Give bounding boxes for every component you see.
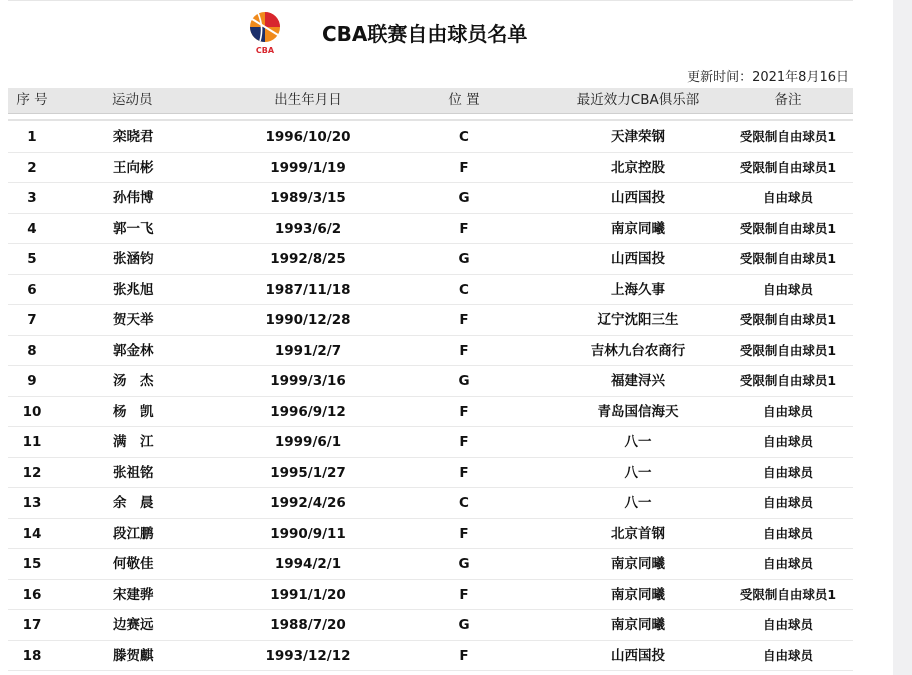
- row-index: 9: [27, 373, 37, 389]
- page-title: CBA联赛自由球员名单: [322, 22, 528, 46]
- player-name: 滕贺麒: [113, 647, 154, 664]
- table-row: [8, 519, 853, 550]
- club-name: 八一: [624, 464, 652, 481]
- row-index: 4: [27, 220, 37, 237]
- player-name: 孙伟博: [113, 190, 154, 206]
- birth-date: 1988/7/20: [270, 617, 346, 633]
- club-name: 八一: [624, 495, 652, 511]
- position: F: [459, 464, 469, 481]
- player-name: 边赛远: [113, 617, 154, 633]
- position: C: [459, 281, 469, 298]
- position: F: [459, 312, 469, 328]
- row-index: 13: [22, 495, 42, 511]
- table-row: [8, 183, 853, 214]
- player-name: 郭一飞: [113, 220, 154, 237]
- club-name: 山西国投: [611, 647, 665, 664]
- club-name: 南京同曦: [611, 586, 665, 603]
- row-index: 5: [27, 251, 37, 267]
- player-name: 杨 凯: [113, 403, 154, 420]
- row-index: 17: [22, 617, 42, 633]
- birth-date: 1994/2/1: [274, 556, 342, 572]
- birth-date: 1990/9/11: [270, 525, 346, 542]
- position: F: [459, 159, 469, 176]
- birth-date: 1992/8/25: [270, 251, 346, 267]
- table-row: [8, 427, 853, 458]
- table-row: [8, 153, 853, 184]
- table-row: [8, 458, 853, 489]
- birth-date: 1995/1/27: [270, 464, 346, 481]
- status-note: 受限制自由球员1: [739, 342, 837, 358]
- position: F: [459, 220, 469, 237]
- row-index: 10: [22, 403, 42, 420]
- status-note: 自由球员: [762, 434, 813, 449]
- logo-text: CBA: [255, 46, 275, 55]
- player-name: 宋建骅: [113, 586, 154, 603]
- club-name: 八一: [624, 434, 652, 450]
- player-name: 郭金林: [113, 342, 154, 359]
- position: G: [458, 190, 470, 206]
- row-index: 1: [27, 129, 37, 145]
- position: F: [459, 434, 469, 450]
- status-note: 受限制自由球员1: [739, 159, 837, 175]
- club-name: 南京同曦: [611, 617, 665, 633]
- club-name: 北京首钢: [611, 525, 665, 542]
- club-name: 上海久事: [611, 281, 665, 298]
- club-name: 福建浔兴: [611, 373, 665, 389]
- status-note: 自由球员: [762, 525, 813, 541]
- status-note: 自由球员: [762, 464, 813, 480]
- club-name: 南京同曦: [611, 220, 665, 237]
- status-note: 受限制自由球员1: [739, 129, 837, 144]
- table-row: [8, 305, 853, 336]
- column-header-position: 位 置: [448, 92, 480, 108]
- status-note: 受限制自由球员1: [739, 220, 837, 236]
- club-name: 山西国投: [611, 190, 665, 206]
- table-row: [8, 214, 853, 245]
- table-header: [8, 88, 853, 114]
- table-row: [8, 275, 853, 306]
- birth-date: 1999/6/1: [274, 434, 342, 450]
- birth-date: 1999/1/19: [270, 159, 346, 176]
- row-index: 15: [22, 556, 42, 572]
- status-note: 自由球员: [762, 495, 813, 510]
- column-header-note: 备注: [774, 92, 802, 108]
- player-name: 张兆旭: [113, 281, 154, 298]
- status-note: 自由球员: [762, 556, 813, 571]
- club-name: 天津荣钢: [611, 129, 665, 145]
- position: F: [459, 342, 469, 359]
- status-note: 自由球员: [762, 281, 813, 297]
- table-row: [8, 641, 853, 672]
- position: G: [458, 373, 470, 389]
- birth-date: 1993/6/2: [274, 220, 342, 237]
- position: F: [459, 403, 469, 420]
- club-name: 南京同曦: [611, 556, 665, 572]
- position: G: [458, 556, 470, 572]
- birth-date: 1991/1/20: [270, 586, 346, 603]
- status-note: 受限制自由球员1: [739, 251, 837, 266]
- club-name: 青岛国信海天: [597, 403, 679, 420]
- row-index: 12: [22, 464, 42, 481]
- club-name: 山西国投: [611, 251, 665, 267]
- scrollbar-track[interactable]: [893, 0, 912, 675]
- birth-date: 1991/2/7: [274, 342, 342, 359]
- player-table-body: [8, 122, 853, 671]
- table-row: [8, 580, 853, 611]
- player-name: 栾晓君: [113, 129, 154, 145]
- status-note: 自由球员: [762, 403, 813, 419]
- table-row: [8, 336, 853, 367]
- player-name: 张祖铭: [113, 464, 154, 481]
- row-index: 16: [22, 586, 42, 603]
- table-row: [8, 244, 853, 275]
- column-header-player: 运动员: [112, 92, 153, 108]
- birth-date: 1993/12/12: [265, 647, 351, 664]
- row-index: 3: [27, 190, 37, 206]
- status-note: 受限制自由球员1: [739, 312, 837, 327]
- row-index: 6: [27, 281, 37, 298]
- birth-date: 1992/4/26: [270, 495, 346, 511]
- status-note: 自由球员: [762, 617, 813, 632]
- row-index: 7: [27, 312, 37, 328]
- player-name: 汤 杰: [113, 373, 154, 389]
- table-row: [8, 610, 853, 641]
- row-index: 2: [27, 159, 37, 176]
- club-name: 北京控股: [611, 159, 665, 176]
- column-header-club: 最近效力CBA俱乐部: [576, 92, 700, 108]
- table-row: [8, 122, 853, 153]
- position: C: [459, 495, 469, 511]
- status-note: 受限制自由球员1: [739, 373, 837, 388]
- player-name: 何敬佳: [113, 556, 154, 572]
- top-divider: [8, 0, 853, 1]
- birth-date: 1996/9/12: [270, 403, 346, 420]
- row-index: 11: [22, 434, 42, 450]
- table-row: [8, 488, 853, 519]
- player-name: 张涵钧: [113, 251, 154, 267]
- birth-date: 1999/3/16: [270, 373, 346, 389]
- position: G: [458, 617, 470, 633]
- player-name: 余 晨: [113, 495, 154, 511]
- club-name: 吉林九台农商行: [590, 342, 686, 359]
- player-name: 贺天举: [113, 312, 154, 328]
- update-time: 更新时间：2021年8月16日: [687, 70, 849, 85]
- position: F: [459, 525, 469, 542]
- column-header-index: 序 号: [16, 92, 48, 108]
- position: F: [459, 586, 469, 603]
- position: C: [459, 129, 469, 145]
- birth-date: 1996/10/20: [265, 129, 351, 145]
- player-name: 段江鹏: [113, 525, 154, 542]
- status-note: 自由球员: [762, 647, 813, 663]
- player-name: 王向彬: [113, 159, 154, 176]
- birth-date: 1987/11/18: [265, 281, 351, 298]
- status-note: 受限制自由球员1: [739, 586, 837, 602]
- row-index: 8: [27, 342, 37, 359]
- status-note: 自由球员: [762, 190, 813, 205]
- table-row: [8, 397, 853, 428]
- cba-logo: [246, 10, 284, 55]
- table-row: [8, 549, 853, 580]
- row-index: 14: [22, 525, 42, 542]
- player-name: 满 江: [113, 434, 154, 450]
- column-header-birthday: 出生年月日: [274, 92, 342, 108]
- table-row: [8, 366, 853, 397]
- birth-date: 1989/3/15: [270, 190, 346, 206]
- row-index: 18: [22, 647, 42, 664]
- position: G: [458, 251, 470, 267]
- birth-date: 1990/12/28: [265, 312, 351, 328]
- club-name: 辽宁沈阳三生: [597, 312, 679, 328]
- header-rule: [8, 119, 853, 121]
- position: F: [459, 647, 469, 664]
